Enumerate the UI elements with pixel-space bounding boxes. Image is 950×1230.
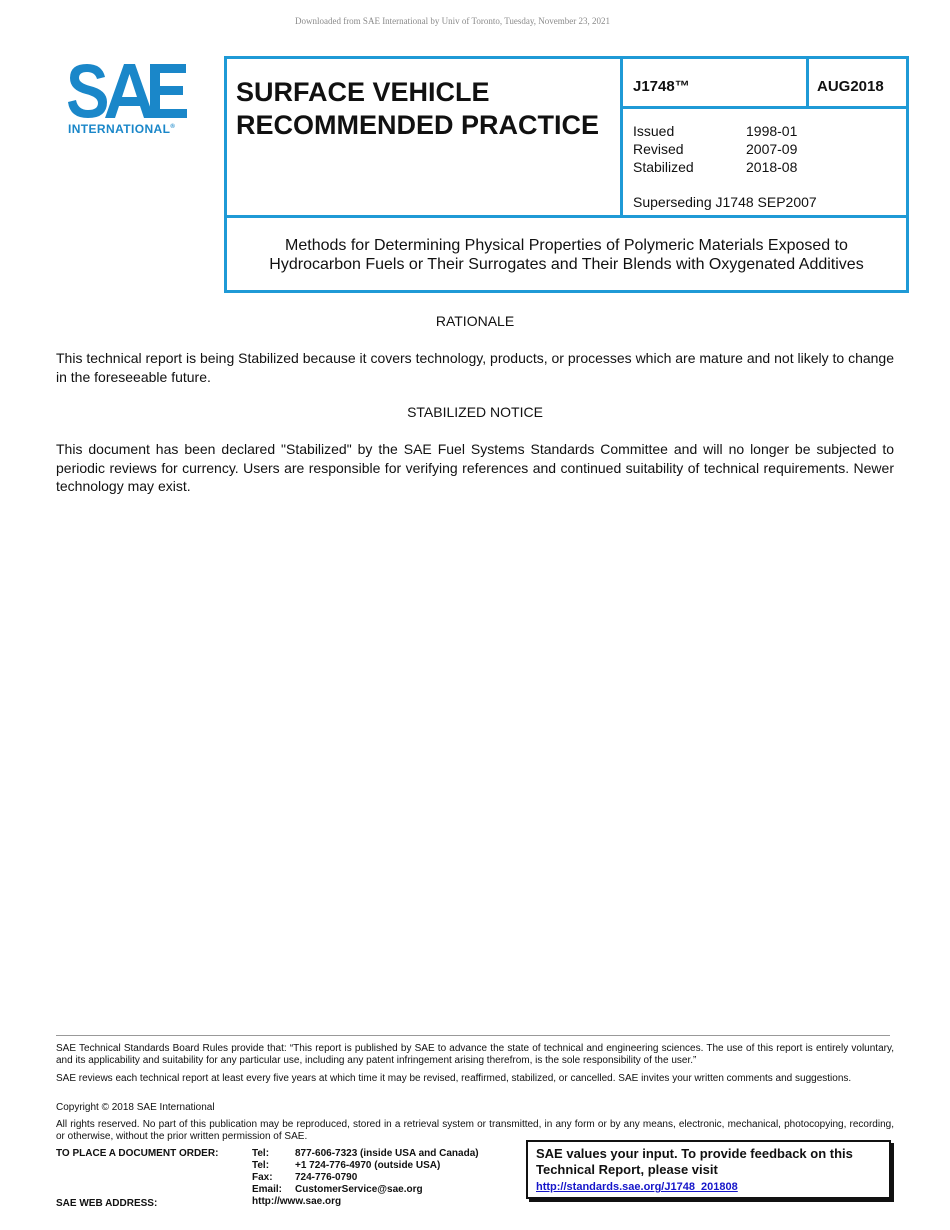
- rights-text: All rights reserved. No part of this publication may be reproduced, stored in a retrieval system or transmitted, in any form or by any means, electronic, mechanical, photocopying, recording, or otherwise, without the prior written permission of SAE.: [56, 1119, 894, 1142]
- superseding-note: Superseding J1748 SEP2007: [633, 194, 817, 210]
- feedback-link[interactable]: http://standards.sae.org/J1748_201808: [536, 1181, 738, 1193]
- contact-row: [252, 1148, 479, 1160]
- feedback-line-1: SAE values your input. To provide feedback on this: [536, 1146, 853, 1161]
- contact-row: [252, 1172, 479, 1184]
- contact-value: 724-776-0790: [295, 1172, 358, 1183]
- date-row-issued: [633, 122, 797, 140]
- review-text: SAE reviews each technical report at least every five years at which time it may be revised, reaffirmed, stabilized, or cancelled. SAE invites your written comments and suggestions.: [56, 1073, 852, 1084]
- document-date: AUG2018: [817, 78, 884, 95]
- contact-row: [252, 1184, 479, 1196]
- footer-rule: [56, 1035, 890, 1036]
- stabilized-notice-text: This document has been declared "Stabilized" by the SAE Fuel Systems Standards Committee and will no longer be subjected to periodic reviews for currency. Users are responsible for verifying references and continued suitability of technical requirements. Newer technology may exist.: [56, 441, 894, 494]
- date-label: Revised: [633, 141, 684, 157]
- contact-row: [252, 1196, 479, 1208]
- web-address-value[interactable]: http://www.sae.org: [252, 1196, 342, 1207]
- document-number: J1748™: [633, 78, 690, 95]
- header-divider-date: [806, 56, 809, 109]
- header-divider-vertical: [620, 56, 623, 218]
- title-line-1: SURFACE VEHICLE: [236, 77, 490, 107]
- rationale-text: This technical report is being Stabilized because it covers technology, products, or processes which are mature and not likely to change in the foreseeable future.: [56, 350, 894, 385]
- feedback-box: [526, 1140, 891, 1199]
- date-row-revised: [633, 140, 797, 158]
- feedback-line-2: Technical Report, please visit: [536, 1162, 718, 1177]
- date-label: Stabilized: [633, 159, 694, 175]
- contact-email[interactable]: CustomerService@sae.org: [295, 1184, 423, 1195]
- copyright-text: Copyright © 2018 SAE International: [56, 1102, 215, 1113]
- document-subtitle: [226, 236, 907, 274]
- rationale-heading: RATIONALE: [435, 313, 515, 329]
- subtitle-line-2: Hydrocarbon Fuels or Their Surrogates and Their Blends with Oxygenated Additives: [269, 256, 864, 273]
- date-label: Issued: [633, 123, 675, 139]
- sae-logo-icon: [66, 60, 188, 120]
- logo-registered-mark: ®: [170, 124, 176, 130]
- download-note: Downloaded from SAE International by Univ of Toronto, Tuesday, November 23, 2021: [294, 16, 611, 26]
- contact-key: Fax:: [252, 1172, 273, 1183]
- contact-key: Tel:: [252, 1148, 270, 1159]
- title-line-2: RECOMMENDED PRACTICE: [236, 110, 600, 140]
- logo-wordmark: [68, 122, 175, 136]
- date-value: 2007-09: [746, 141, 798, 157]
- contact-value: 877-606-7323 (inside USA and Canada): [295, 1148, 479, 1159]
- date-row-stabilized: [633, 158, 797, 176]
- header-divider: [224, 215, 909, 218]
- document-type-title: [236, 76, 599, 142]
- date-value: 2018-08: [746, 159, 798, 175]
- document-dates: [633, 122, 797, 176]
- stabilized-notice-heading: STABILIZED NOTICE: [407, 404, 543, 420]
- date-value: 1998-01: [746, 123, 798, 139]
- logo-word: INTERNATIONAL: [68, 122, 171, 136]
- contact-key: Email:: [252, 1184, 283, 1195]
- web-address-label: SAE WEB ADDRESS:: [56, 1198, 158, 1209]
- contact-key: Tel:: [252, 1160, 270, 1171]
- board-rules-text: SAE Technical Standards Board Rules provide that: “This report is published by SAE to advance the state of technical and engineering sciences. The use of this report is entirely voluntary, and its applicability and suitability for any particular use, including any patent infringement arising therefrom, is the sole responsibility of the user.”: [56, 1043, 894, 1066]
- subtitle-line-1: Methods for Determining Physical Properties of Polymeric Materials Exposed to: [285, 237, 848, 254]
- sae-logo: [66, 60, 196, 140]
- contact-value: +1 724-776-4970 (outside USA): [295, 1160, 441, 1171]
- contact-row: [252, 1160, 479, 1172]
- header-divider-number: [620, 106, 909, 109]
- order-contacts: [252, 1148, 479, 1208]
- order-label: TO PLACE A DOCUMENT ORDER:: [56, 1148, 219, 1159]
